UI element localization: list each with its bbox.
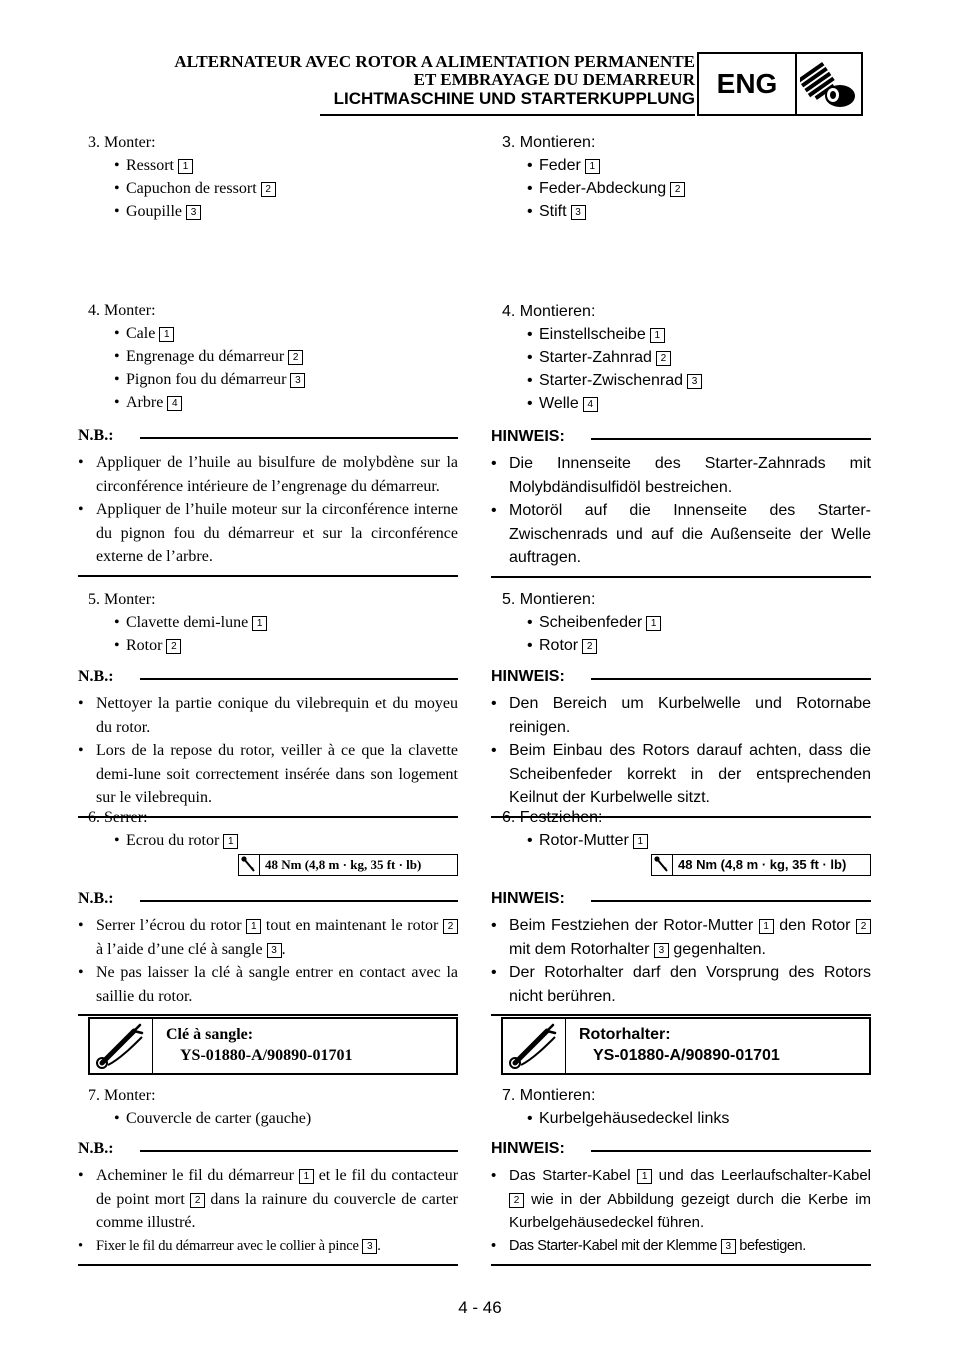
list-item: • Ressort 1 (78, 154, 458, 177)
note-label: N.B.: (78, 890, 114, 907)
note-header (78, 1138, 458, 1160)
callout-number: 2 (166, 639, 181, 654)
note-text: Appliquer de l’huile moteur sur la circonférence interne du pignon fou du démarreur et sur la circonférence externe de l’arbre. (96, 501, 458, 565)
step-label: 6. Festziehen: (502, 809, 603, 826)
item-text: Starter-Zwischenrad (539, 372, 684, 389)
torque-value: 48 Nm (4,8 m · kg, 35 ft · lb) (678, 857, 847, 872)
callout-number: 1 (650, 328, 665, 343)
de-step-6 (491, 806, 871, 852)
list-item: • Goupille 3 (78, 200, 458, 223)
step-label: 7. Montieren: (502, 1087, 596, 1104)
item-text: Scheibenfeder (539, 614, 643, 631)
note-item: • Fixer le fil du démarreur avec le collier à pince 3 . (78, 1237, 381, 1254)
note-end-rule (78, 1264, 458, 1266)
item-text: Clavette demi-lune (126, 614, 249, 631)
fr-note-4 (78, 425, 458, 577)
fr-step-6 (78, 806, 458, 852)
special-tool-box (501, 1017, 871, 1075)
de-step-5 (491, 588, 871, 657)
callout-number: 1 (633, 834, 648, 849)
fr-step-3 (78, 131, 458, 223)
callout-number: 2 (288, 350, 303, 365)
note-end-rule (491, 576, 871, 578)
callout-number: 1 (585, 159, 600, 174)
list-item: • Couvercle de carter (gauche) (114, 1110, 312, 1127)
callout-number: 4 (583, 397, 598, 412)
callout-number: 1 (646, 616, 661, 631)
note-text: Der Rotorhalter darf den Vorsprung des Rotors nicht berühren. (509, 964, 871, 1005)
callout-number: 3 (290, 373, 305, 388)
note-label: N.B.: (78, 427, 114, 444)
list-item: • Feder-Abdeckung 2 (491, 177, 871, 200)
note-label: N.B.: (78, 1140, 114, 1157)
note-item: • Den Bereich um Kurbelwelle und Rotornabe reinigen. (491, 695, 871, 736)
header-title-line3: LICHTMASCHINE UND STARTERKUPPLUNG (333, 89, 695, 108)
item-text: Pignon fou du démarreur (126, 371, 287, 388)
note-rule (591, 900, 871, 902)
item-text: Stift (539, 203, 567, 220)
item-text: Einstellscheibe (539, 326, 646, 343)
step-label: 3. Monter: (88, 134, 156, 151)
step-label: 4. Montieren: (502, 303, 596, 320)
item-text: Couvercle de carter (gauche) (126, 1110, 312, 1127)
callout-number: 1 (299, 1169, 314, 1184)
note-item: • Nettoyer la partie conique du vilebrequin et du moyeu du rotor. (78, 695, 458, 736)
french-column (78, 0, 458, 1358)
note-label: HINWEIS: (491, 668, 565, 685)
item-text: Rotor (539, 637, 579, 654)
callout-number: 1 (252, 616, 267, 631)
wrench-torque-icon (652, 855, 673, 875)
callout-number: 3 (186, 205, 201, 220)
note-item: • Acheminer le fil du démarreur 1 et le fil du contacteur de point mort 2 dans la rainure du couvercle de carter comme illustré. (78, 1167, 459, 1231)
callout-number: 3 (267, 943, 282, 958)
note-item: • Das Starter-Kabel mit der Klemme 3 befestigen. (491, 1237, 806, 1254)
note-text: Appliquer de l’huile au bisulfure de molybdène sur la circonférence intérieure de l’engrenage du démarreur. (96, 454, 458, 495)
note-rule (140, 900, 458, 902)
list-item: • Welle 4 (491, 392, 871, 415)
note-text: gegenhalten. (673, 940, 766, 958)
de-step-3 (491, 131, 871, 223)
item-text: Kurbelgehäusedeckel links (539, 1110, 730, 1127)
de-note-7 (491, 1138, 871, 1266)
list-item: • Scheibenfeder 1 (491, 611, 871, 634)
note-text: Nettoyer la partie conique du vilebrequin et du moyeu du rotor. (96, 695, 458, 736)
step-label: 7. Monter: (88, 1087, 156, 1104)
header-title-line1: ALTERNATEUR AVEC ROTOR A ALIMENTATION PERMANENTE (174, 52, 695, 71)
note-item: • Beim Festziehen der Rotor-Mutter 1 den Rotor 2 mit dem Rotorhalter 3 gegenhalten. (491, 914, 871, 961)
de-step-7 (491, 1084, 871, 1130)
de-note-6 (491, 888, 871, 1016)
list-item: • Engrenage du démarreur 2 (78, 345, 458, 368)
de-note-5 (491, 666, 871, 818)
item-text: Rotor-Mutter (539, 832, 629, 849)
fr-step-4 (78, 299, 458, 414)
note-header (491, 1138, 871, 1160)
item-text: Starter-Zahnrad (539, 349, 652, 366)
note-item: • Beim Einbau des Rotors darauf achten, dass die Scheibenfeder korrekt in der entsprechenden Keilnut der Kurbelwelle sitzt. (491, 742, 871, 806)
note-item: • Appliquer de l’huile moteur sur la circonférence interne du pignon fou du démarreur et sur la circonférence externe de l’arbre. (78, 501, 458, 565)
callout-number: 2 (190, 1193, 205, 1208)
item-text: Rotor (126, 637, 163, 654)
callout-number: 1 (246, 919, 261, 934)
note-rule (591, 678, 871, 680)
step-label: 6. Serrer: (88, 809, 148, 826)
note-text: und das Leerlaufschalter-Kabel (658, 1167, 871, 1184)
callout-number: 2 (582, 639, 597, 654)
callout-number: 3 (654, 943, 669, 958)
note-item: • Lors de la repose du rotor, veiller à ce que la clavette demi-lune soit correctement insérée dans son logement sur le vilebrequin. (78, 742, 458, 806)
fr-note-6 (78, 888, 458, 1016)
step-label: 5. Monter: (88, 591, 156, 608)
callout-number: 1 (223, 834, 238, 849)
section-tag: ENG (716, 68, 778, 99)
step-label: 5. Montieren: (502, 591, 596, 608)
tool-number: YS-01880-A/90890-01701 (180, 1047, 353, 1064)
note-text: Serrer l’écrou du rotor (96, 917, 242, 934)
note-header (78, 666, 458, 688)
item-text: Ressort (126, 157, 174, 174)
note-item: • Serrer l’écrou du rotor 1 tout en maintenant le rotor 2 à l’aide d’une clé à sangle 3 . (78, 914, 458, 961)
note-rule (140, 678, 458, 680)
list-item: • Einstellscheibe 1 (491, 323, 871, 346)
note-header (491, 888, 871, 910)
special-tool-box (88, 1017, 458, 1075)
note-label: HINWEIS: (491, 428, 565, 445)
note-text: . (377, 1237, 381, 1254)
list-item: • Cale 1 (78, 322, 458, 345)
list-item: • Rotor 2 (78, 634, 458, 657)
callout-number: 1 (637, 1169, 652, 1184)
fr-step-7 (78, 1084, 458, 1130)
note-text: wie in der Abbildung gezeigt durch die Kerbe im Kurbelgehäusedeckel führen. (509, 1190, 871, 1231)
torque-spec (651, 854, 871, 876)
note-header (78, 888, 458, 910)
note-end-rule (491, 1014, 871, 1016)
note-text: mit dem Rotorhalter (509, 940, 650, 958)
callout-number: 2 (670, 182, 685, 197)
note-label: HINWEIS: (491, 890, 565, 907)
note-rule (140, 437, 458, 439)
torque-spec (238, 854, 458, 876)
fr-note-5 (78, 666, 458, 818)
item-text: Feder (539, 157, 581, 174)
callout-number: 3 (362, 1239, 377, 1254)
list-item: • Feder 1 (491, 154, 871, 177)
list-item: • Starter-Zahnrad 2 (491, 346, 871, 369)
tool-number: YS-01880-A/90890-01701 (593, 1047, 780, 1064)
list-item: • Kurbelgehäusedeckel links (527, 1110, 730, 1127)
note-header (491, 426, 871, 448)
note-item: • Appliquer de l’huile au bisulfure de molybdène sur la circonférence intérieure de l’engrenage du démarreur. (78, 454, 458, 495)
callout-number: 1 (159, 327, 174, 342)
note-text: Acheminer le fil du démarreur (96, 1167, 294, 1184)
item-text: Welle (539, 395, 579, 412)
note-end-rule (78, 575, 458, 577)
list-item: • Stift 3 (491, 200, 871, 223)
note-text: Ne pas laisser la clé à sangle entrer en contact avec la saillie du rotor. (96, 964, 458, 1005)
note-item: • Motoröl auf die Innenseite des Starter-Zwischenrads und auf die Außenseite der Welle auftragen. (491, 502, 871, 566)
callout-number: 1 (178, 159, 193, 174)
tool-name: Rotorhalter: (579, 1026, 671, 1043)
list-item: • Rotor 2 (491, 634, 871, 657)
callout-number: 2 (856, 919, 871, 934)
item-text: Feder-Abdeckung (539, 180, 667, 197)
note-item: • Das Starter-Kabel 1 und das Leerlaufschalter-Kabel 2 wie in der Abbildung gezeigt durch die Kerbe im Kurbelgehäusedeckel führen. (491, 1167, 871, 1231)
callout-number: 4 (167, 396, 182, 411)
german-column (491, 0, 871, 1358)
note-text: dans la rainure du couvercle de carter comme illustré. (96, 1190, 459, 1231)
item-text: Arbre (126, 394, 164, 411)
list-item: • Rotor-Mutter 1 (491, 829, 871, 852)
list-item: • Ecrou du rotor 1 (78, 829, 458, 852)
step-label: 4. Monter: (88, 302, 156, 319)
callout-number: 2 (261, 182, 276, 197)
note-text: Fixer le fil du démarreur avec le collier à pince (96, 1237, 359, 1254)
note-text: . (281, 940, 286, 958)
list-item: • Pignon fou du démarreur 3 (78, 368, 458, 391)
note-text: Das Starter-Kabel mit der Klemme (509, 1237, 717, 1254)
note-item: • Der Rotorhalter darf den Vorsprung des Rotors nicht berühren. (491, 964, 871, 1005)
wrench-torque-icon (239, 855, 260, 875)
note-text: Motoröl auf die Innenseite des Starter-Zwischenrads und auf die Außenseite der Welle auftragen. (509, 502, 871, 566)
de-note-4 (491, 426, 871, 578)
callout-number: 2 (509, 1193, 524, 1208)
note-item: • Die Innenseite des Starter-Zahnrads mit Molybdändisulfidöl bestreichen. (491, 455, 871, 496)
note-item: • Ne pas laisser la clé à sangle entrer en contact avec la saillie du rotor. (78, 964, 458, 1005)
note-rule (140, 1150, 458, 1152)
item-text: Capuchon de ressort (126, 180, 257, 197)
item-text: Engrenage du démarreur (126, 348, 285, 365)
de-step-4 (491, 300, 871, 415)
callout-number: 1 (759, 919, 774, 934)
note-header (491, 666, 871, 688)
callout-number: 2 (656, 351, 671, 366)
note-text: Beim Festziehen der Rotor-Mutter (509, 917, 754, 934)
callout-number: 2 (443, 919, 458, 934)
item-text: Ecrou du rotor (126, 832, 220, 849)
note-text: den Rotor (779, 917, 851, 934)
note-label: N.B.: (78, 668, 114, 685)
item-text: Goupille (126, 203, 182, 220)
fr-note-7 (78, 1138, 458, 1266)
step-label: 3. Montieren: (502, 134, 596, 151)
torque-value: 48 Nm (4,8 m · kg, 35 ft · lb) (265, 857, 422, 872)
list-item: • Arbre 4 (78, 391, 458, 414)
header-title-line2: ET EMBRAYAGE DU DEMARREUR (413, 70, 695, 89)
note-text: et le fil du contacteur de point mort (96, 1167, 459, 1208)
special-tool-icon (90, 1019, 153, 1073)
tool-name: Clé à sangle: (166, 1026, 254, 1043)
callout-number: 3 (571, 205, 586, 220)
list-item: • Capuchon de ressort 2 (78, 177, 458, 200)
note-text: befestigen. (739, 1237, 806, 1254)
item-text: Cale (126, 325, 156, 342)
fr-step-5 (78, 588, 458, 657)
callout-number: 3 (687, 374, 702, 389)
special-tool-icon (503, 1019, 566, 1073)
note-text: Lors de la repose du rotor, veiller à ce que la clavette demi-lune soit correctement insérée dans son logement sur le vilebrequin. (96, 742, 458, 806)
note-rule (591, 438, 871, 440)
callout-number: 3 (721, 1239, 736, 1254)
note-text: Das Starter-Kabel (509, 1167, 631, 1184)
note-text: à l’aide d’une clé à sangle (96, 940, 263, 958)
note-end-rule (491, 1264, 871, 1266)
page-number: 4 - 46 (458, 1298, 502, 1317)
note-label: HINWEIS: (491, 1140, 565, 1157)
note-text: Den Bereich um Kurbelwelle und Rotornabe reinigen. (509, 695, 871, 736)
note-text: Beim Einbau des Rotors darauf achten, dass die Scheibenfeder korrekt in der entsprechenden Keilnut der Kurbelwelle sitzt. (509, 742, 871, 806)
note-end-rule (78, 1014, 458, 1016)
note-text: tout en maintenant le rotor (265, 917, 439, 934)
note-header (78, 425, 458, 447)
list-item: • Clavette demi-lune 1 (78, 611, 458, 634)
list-item: • Starter-Zwischenrad 3 (491, 369, 871, 392)
note-rule (591, 1150, 871, 1152)
note-text: Die Innenseite des Starter-Zahnrads mit Molybdändisulfidöl bestreichen. (509, 455, 871, 496)
